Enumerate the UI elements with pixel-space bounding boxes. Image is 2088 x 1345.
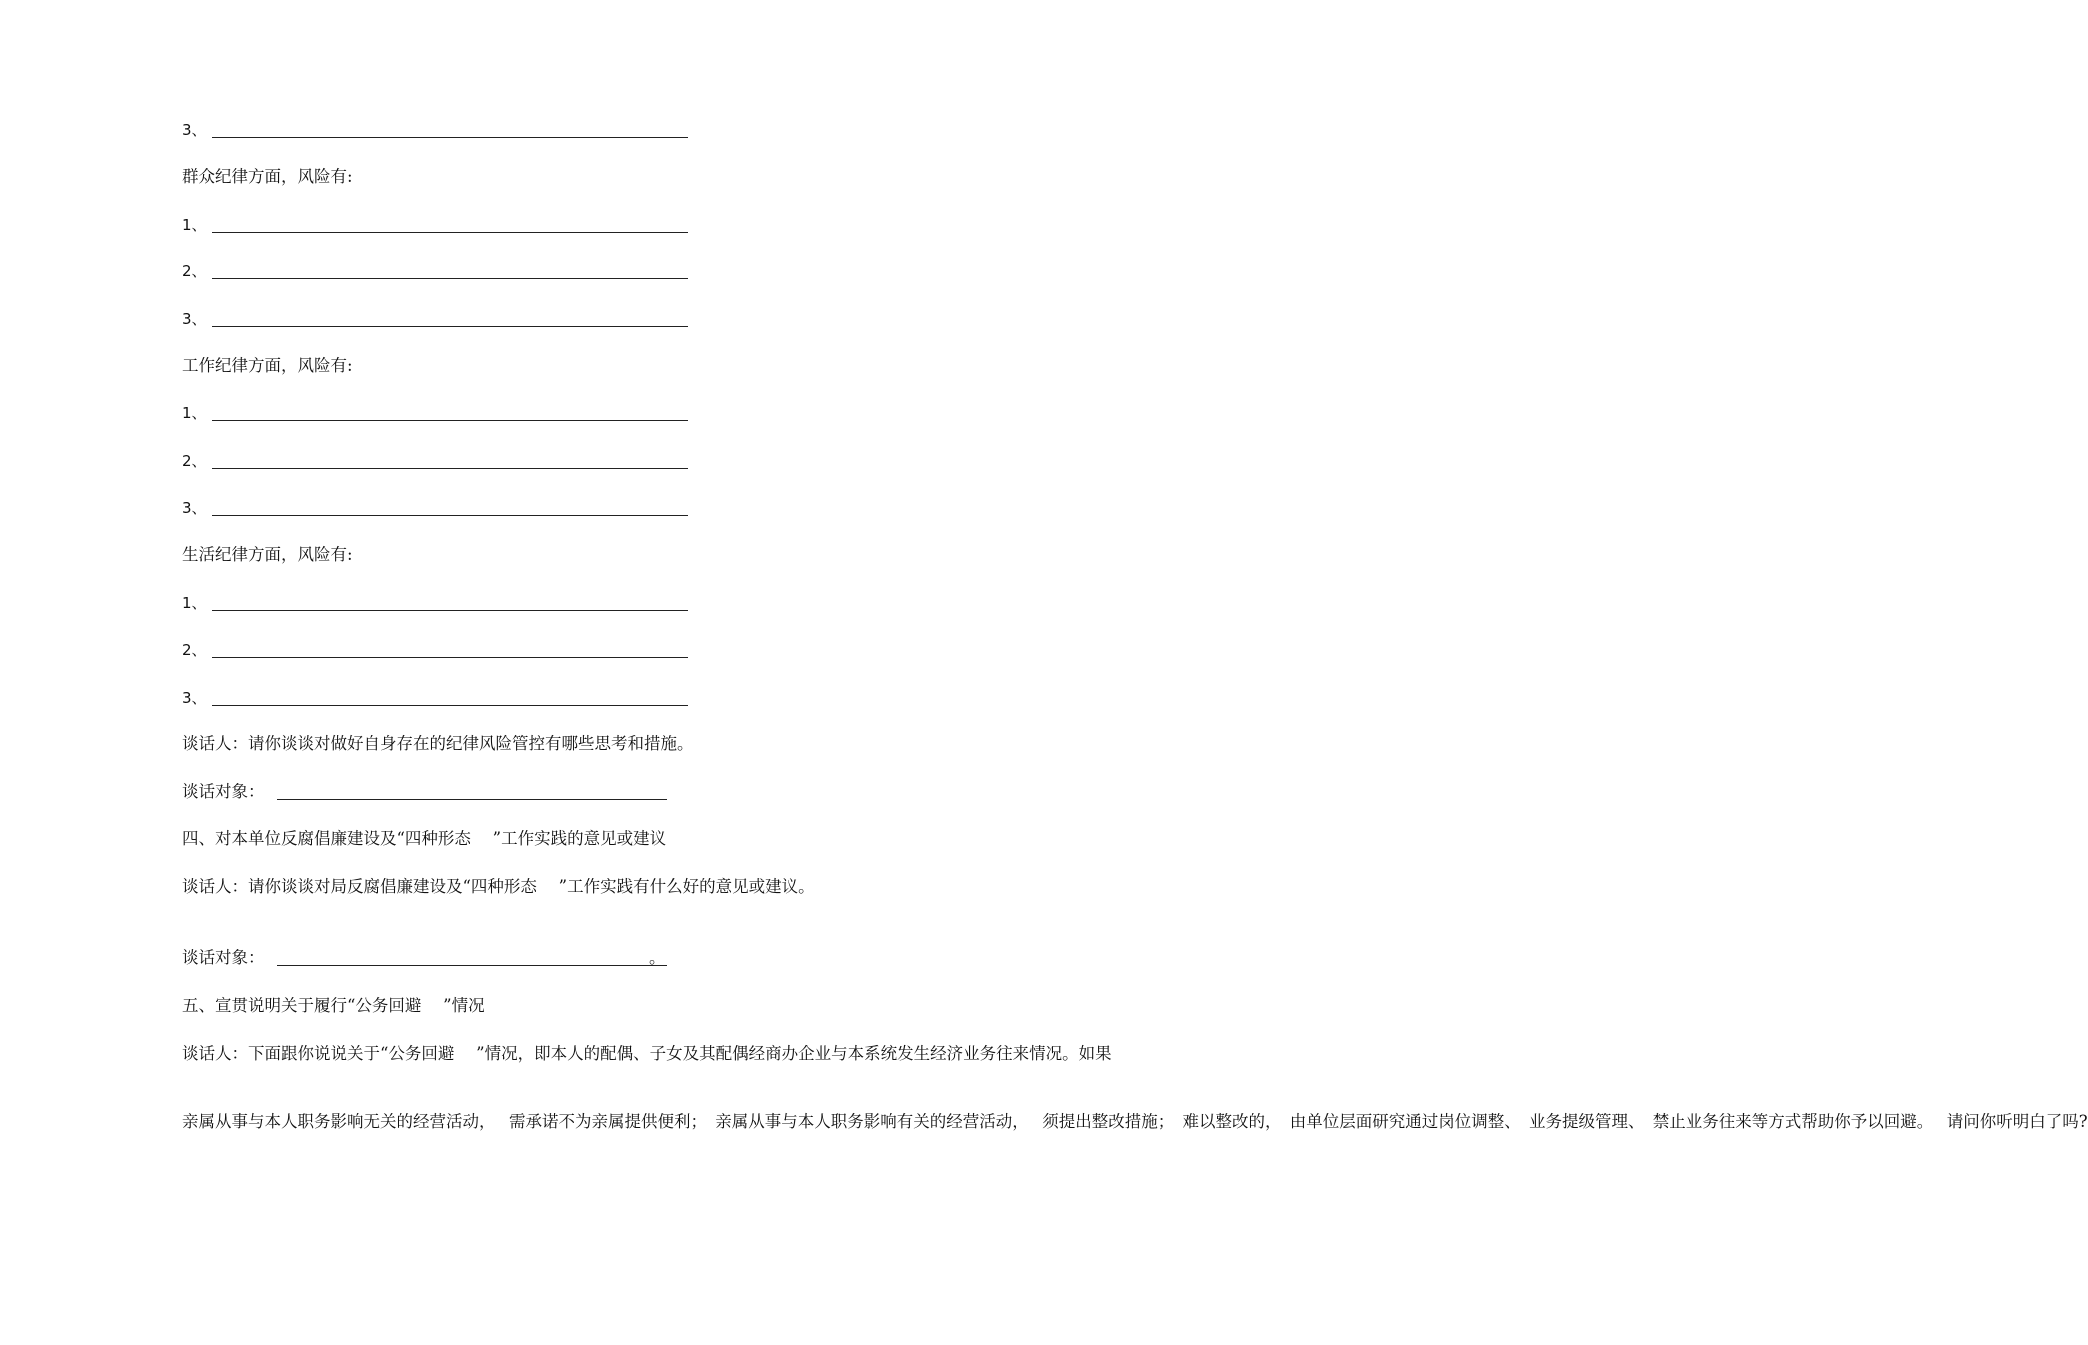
answer-blank[interactable] <box>212 468 688 469</box>
answer-blank[interactable] <box>212 232 688 233</box>
item-number: 1、 <box>182 404 207 422</box>
item-number: 3、 <box>182 310 207 328</box>
item-number: 3、 <box>182 121 207 139</box>
closing-paragraph-text: 亲属从事与本人职务影响无关的经营活动， 需承诺不为亲属提供便利； 亲属从事与本人职务影响有关的经营活动， 须提出整改措施； 难以整改的， 由单位层面研究通过岗位调整、 业务提级管理、 禁止业务往来等方式帮助你予以回避。 请问你听明白了吗? <box>182 1112 2088 1131</box>
talker-question <box>145 873 815 900</box>
answer-blank[interactable] <box>212 420 688 421</box>
answer-blank[interactable] <box>277 965 667 966</box>
section-title: 四、对本单位反腐倡廉建设及“四种形态 ”工作实践的意见或建议 <box>182 829 667 848</box>
talker-question: 谈话人：请你谈谈对做好自身存在的纪律风险管控有哪些思考和措施。 <box>182 734 694 753</box>
respondent-label: 谈话对象： <box>182 948 265 967</box>
respondent-label: 谈话对象： <box>182 782 265 801</box>
item-number: 3、 <box>182 689 207 707</box>
item-number: 2、 <box>182 452 207 470</box>
closing-paragraph <box>145 1108 2088 1135</box>
answer-blank[interactable] <box>212 326 688 327</box>
answer-blank[interactable] <box>277 799 667 800</box>
section-heading: 群众纪律方面，风险有: <box>182 167 353 186</box>
section-heading: 工作纪律方面，风险有: <box>182 356 353 375</box>
answer-blank[interactable] <box>212 610 688 611</box>
item-number: 1、 <box>182 216 207 234</box>
answer-blank[interactable] <box>212 705 688 706</box>
item-number: 3、 <box>182 499 207 517</box>
section-title: 五、宣贯说明关于履行“公务回避 ”情况 <box>182 996 485 1015</box>
answer-blank[interactable] <box>212 515 688 516</box>
answer-blank[interactable] <box>212 657 688 658</box>
item-number: 1、 <box>182 594 207 612</box>
answer-blank[interactable] <box>212 278 688 279</box>
item-number: 2、 <box>182 262 207 280</box>
talker-statement-text: 谈话人：下面跟你说说关于“公务回避 ”情况，即本人的配偶、子女及其配偶经商办企业与本系统发生经济业务往来情况。如果 <box>182 1044 1112 1063</box>
talker-question-text: 谈话人：请你谈谈对局反腐倡廉建设及“四种形态 ”工作实践有什么好的意见或建议。 <box>182 877 815 896</box>
talker-statement <box>145 1040 1112 1067</box>
answer-blank[interactable] <box>212 137 688 138</box>
item-number: 2、 <box>182 641 207 659</box>
period-mark: 。 <box>649 948 666 967</box>
section-heading: 生活纪律方面，风险有: <box>182 545 353 564</box>
